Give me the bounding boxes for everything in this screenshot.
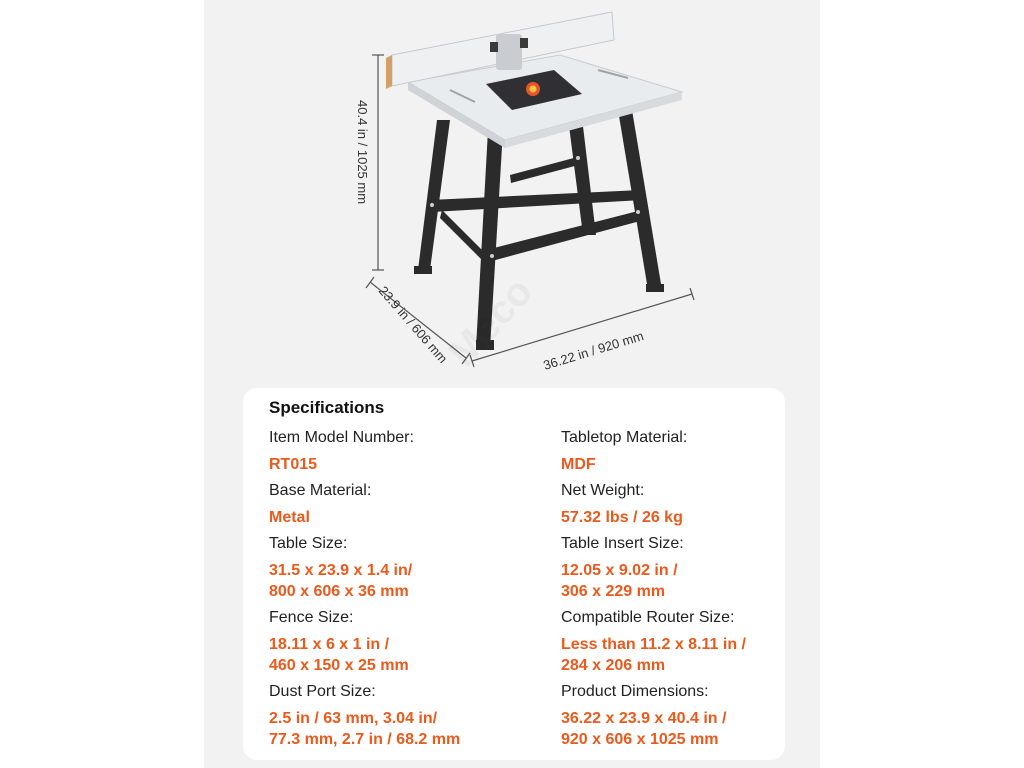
- specifications-card: [243, 388, 785, 760]
- depth-dimension-label: 23.9 in / 606 mm: [375, 283, 451, 367]
- spec-value: MDF: [561, 456, 596, 473]
- spec-item-dust-port-size: [269, 682, 539, 750]
- spec-label: Net Weight:: [561, 482, 645, 499]
- spec-value: 57.32 lbs / 26 kg: [561, 509, 683, 526]
- height-dimension-label: 40.4 in / 1025 mm: [355, 100, 370, 205]
- spec-label: Tabletop Material:: [561, 429, 688, 446]
- spec-label: Fence Size:: [269, 609, 354, 626]
- spec-value: 12.05 x 9.02 in / 306 x 229 mm: [561, 562, 678, 600]
- spec-item-compatible-router-size: [561, 608, 831, 676]
- spec-item-product-dimensions: [561, 682, 831, 750]
- spec-label: Product Dimensions:: [561, 683, 709, 700]
- spec-column-right: [561, 428, 831, 756]
- spec-item-model-number: [269, 428, 539, 475]
- width-dimension-label: 36.22 in / 920 mm: [541, 328, 646, 373]
- specifications-title: Specifications: [269, 398, 385, 417]
- spec-item-table-size: [269, 534, 539, 602]
- spec-value: 31.5 x 23.9 x 1.4 in/ 800 x 606 x 36 mm: [269, 562, 413, 600]
- spec-item-base-material: [269, 481, 539, 528]
- spec-label: Table Insert Size:: [561, 535, 684, 552]
- spec-value: Less than 11.2 x 8.11 in / 284 x 206 mm: [561, 636, 746, 674]
- spec-label: Base Material:: [269, 482, 372, 499]
- spec-value: Metal: [269, 509, 310, 526]
- spec-item-tabletop-material: [561, 428, 831, 475]
- spec-item-table-insert-size: [561, 534, 831, 602]
- spec-label: Dust Port Size:: [269, 683, 376, 700]
- spec-value: RT015: [269, 456, 318, 473]
- spec-value: 18.11 x 6 x 1 in / 460 x 150 x 25 mm: [269, 636, 409, 674]
- spec-item-net-weight: [561, 481, 831, 528]
- spec-label: Compatible Router Size:: [561, 609, 735, 626]
- spec-item-fence-size: [269, 608, 539, 676]
- spec-value: 2.5 in / 63 mm, 3.04 in/ 77.3 mm, 2.7 in / 68.2 mm: [269, 710, 461, 748]
- spec-label: Table Size:: [269, 535, 348, 552]
- spec-label: Item Model Number:: [269, 429, 414, 446]
- spec-column-left: [269, 428, 539, 756]
- spec-value: 36.22 x 23.9 x 40.4 in / 920 x 606 x 1025 mm: [561, 710, 727, 748]
- height-dimension-line: [372, 55, 384, 270]
